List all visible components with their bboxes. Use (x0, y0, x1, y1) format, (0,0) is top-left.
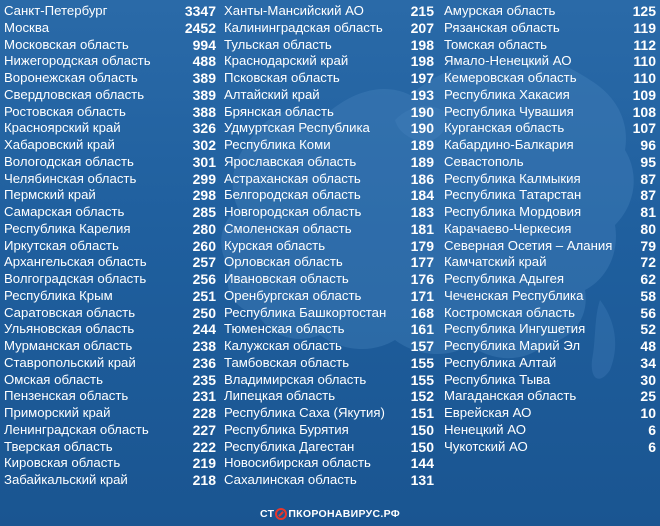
case-count: 30 (640, 371, 656, 388)
region-name: Ненецкий АО (444, 421, 526, 437)
region-name: Пермский край (4, 187, 96, 203)
region-row (224, 405, 434, 422)
case-count: 177 (410, 254, 434, 271)
case-count: 155 (410, 371, 434, 388)
case-count: 157 (410, 338, 434, 354)
case-count: 388 (192, 103, 216, 120)
region-row (4, 372, 216, 389)
footer (0, 503, 660, 523)
case-count: 150 (410, 421, 434, 438)
case-count: 238 (192, 338, 216, 354)
region-name: Республика Хакасия (444, 86, 570, 102)
region-row (444, 321, 656, 338)
case-count: 131 (410, 472, 434, 488)
region-row (4, 422, 216, 439)
region-row (4, 37, 216, 54)
region-row (4, 171, 216, 188)
region-name: Республика Адыгея (444, 271, 565, 286)
case-count: 62 (640, 271, 656, 287)
case-count: 285 (192, 204, 216, 220)
case-count: 250 (192, 304, 216, 321)
case-count: 108 (632, 103, 656, 120)
case-count: 207 (410, 19, 434, 36)
case-count: 72 (640, 254, 656, 271)
region-name: Алтайский край (224, 86, 320, 102)
region-name: Москва (4, 19, 50, 35)
brand-suffix: ПКОРОНАВИРУС.РФ (288, 508, 401, 520)
case-count: 87 (640, 187, 656, 204)
region-name: Камчатский край (444, 254, 547, 270)
case-count: 112 (633, 36, 656, 53)
case-count: 227 (192, 421, 216, 438)
region-row (4, 53, 216, 70)
region-row (444, 388, 656, 405)
region-row (444, 37, 656, 54)
region-column-1 (4, 3, 216, 489)
case-count: 222 (192, 438, 216, 455)
case-count: 280 (192, 220, 216, 237)
region-name: Нижегородская область (4, 53, 151, 69)
region-row (4, 120, 216, 137)
region-name: Владимирская область (224, 371, 367, 387)
case-count: 190 (410, 103, 434, 120)
case-count: 189 (410, 153, 434, 170)
case-count: 87 (640, 170, 656, 187)
case-count: 326 (192, 120, 216, 137)
case-count: 119 (633, 19, 656, 36)
region-name: Кемеровская область (444, 70, 577, 85)
case-count: 125 (632, 3, 656, 19)
region-row (444, 439, 656, 456)
region-name: Свердловская область (4, 86, 145, 102)
region-row (4, 321, 216, 338)
case-count: 25 (640, 388, 656, 405)
region-row (4, 70, 216, 87)
stop-sign-icon (275, 508, 287, 520)
region-name: Краснодарский край (224, 53, 349, 69)
region-row (444, 154, 656, 171)
case-count: 179 (410, 237, 434, 254)
case-count: 256 (192, 271, 216, 287)
case-count: 161 (410, 321, 434, 338)
region-name: Амурская область (444, 3, 556, 18)
region-row (4, 104, 216, 121)
region-name: Ставропольский край (4, 354, 136, 370)
case-count: 219 (192, 455, 216, 472)
region-row (444, 87, 656, 104)
region-row (4, 187, 216, 204)
case-count: 107 (632, 120, 656, 137)
region-name: Чукотский АО (444, 438, 528, 454)
region-row (224, 288, 434, 305)
region-row (224, 338, 434, 355)
region-row (224, 20, 434, 37)
region-row (224, 372, 434, 389)
case-count: 96 (640, 137, 656, 153)
case-count: 260 (192, 237, 216, 254)
region-row (4, 3, 216, 20)
region-name: Ханты-Мансийский АО (224, 3, 364, 18)
region-name: Вологодская область (4, 153, 134, 169)
region-name: Оренбургская область (224, 287, 362, 303)
region-row (444, 221, 656, 238)
region-row (444, 422, 656, 439)
region-row (224, 355, 434, 372)
region-row (224, 472, 434, 489)
region-name: Республика Башкортостан (224, 304, 387, 320)
region-name: Брянская область (224, 103, 334, 119)
region-row (444, 355, 656, 372)
region-name: Тамбовская область (224, 354, 350, 370)
region-row (224, 120, 434, 137)
case-count: 56 (640, 304, 656, 321)
region-name: Карачаево-Черкесия (444, 220, 572, 236)
region-name: Республика Татарстан (444, 187, 582, 203)
region-row (224, 271, 434, 288)
region-name: Республика Крым (4, 287, 113, 303)
region-row (444, 204, 656, 221)
region-name: Республика Коми (224, 137, 331, 152)
region-name: Магаданская область (444, 388, 577, 404)
case-count: 6 (648, 421, 656, 438)
region-row (224, 305, 434, 322)
case-count: 183 (410, 204, 434, 220)
region-row (224, 321, 434, 338)
region-name: Чеченская Республика (444, 287, 584, 303)
region-name: Ямало-Ненецкий АО (444, 53, 572, 69)
region-name: Новгородская область (224, 204, 362, 219)
region-name: Республика Карелия (4, 220, 131, 236)
case-count: 48 (640, 338, 656, 354)
region-name: Еврейская АО (444, 405, 532, 420)
region-row (444, 254, 656, 271)
region-row (4, 238, 216, 255)
case-count: 218 (192, 472, 216, 488)
case-count: 58 (640, 287, 656, 304)
region-name: Республика Калмыкия (444, 170, 581, 186)
region-name: Приморский край (4, 405, 111, 420)
region-name: Астраханская область (224, 170, 361, 186)
region-row (224, 53, 434, 70)
case-count: 198 (410, 53, 434, 70)
region-row (444, 305, 656, 322)
region-name: Республика Бурятия (224, 421, 349, 437)
case-count: 215 (410, 3, 434, 19)
region-name: Кабардино-Балкария (444, 137, 574, 152)
region-row (4, 221, 216, 238)
region-name: Севастополь (444, 153, 524, 169)
region-name: Тверская область (4, 438, 113, 454)
region-name: Ульяновская область (4, 321, 135, 337)
region-row (224, 238, 434, 255)
region-row (4, 204, 216, 221)
case-count: 299 (192, 170, 216, 187)
region-name: Иркутская область (4, 237, 119, 253)
region-row (224, 171, 434, 188)
region-row (4, 254, 216, 271)
case-count: 181 (410, 220, 434, 237)
region-name: Мурманская область (4, 338, 133, 353)
case-count: 151 (410, 405, 434, 421)
region-row (4, 137, 216, 154)
region-name: Красноярский край (4, 120, 121, 136)
case-count: 193 (410, 86, 434, 103)
region-row (444, 120, 656, 137)
region-name: Челябинская область (4, 170, 137, 186)
region-name: Белгородская область (224, 187, 361, 203)
brand-prefix: СТ (259, 508, 275, 520)
case-count: 235 (192, 371, 216, 388)
region-row (4, 439, 216, 456)
case-count: 198 (410, 36, 434, 53)
region-name: Волгоградская область (4, 271, 147, 286)
case-count: 389 (192, 86, 216, 103)
region-row (224, 204, 434, 221)
case-count: 95 (640, 153, 656, 170)
case-count: 302 (192, 137, 216, 153)
region-row (444, 137, 656, 154)
region-row (4, 87, 216, 104)
case-count: 110 (633, 70, 656, 86)
case-count: 152 (410, 388, 434, 405)
region-name: Воронежская область (4, 70, 138, 85)
region-row (4, 20, 216, 37)
case-count: 3347 (184, 3, 216, 19)
region-row (4, 455, 216, 472)
region-row (224, 104, 434, 121)
region-name: Орловская область (224, 254, 343, 270)
region-row (444, 372, 656, 389)
region-name: Рязанская область (444, 19, 560, 35)
region-row (224, 3, 434, 20)
region-name: Курская область (224, 237, 326, 253)
region-name: Курганская область (444, 120, 565, 136)
region-name: Республика Мордовия (444, 204, 582, 219)
region-name: Республика Алтай (444, 354, 557, 370)
region-name: Саратовская область (4, 304, 136, 320)
region-name: Республика Тыва (444, 371, 551, 387)
region-name: Калужская область (224, 338, 342, 353)
case-count: 6 (648, 438, 656, 455)
region-row (4, 472, 216, 489)
case-count: 231 (192, 388, 216, 405)
region-row (444, 271, 656, 288)
region-row (444, 187, 656, 204)
case-count: 257 (192, 254, 216, 271)
region-row (444, 238, 656, 255)
region-name: Удмуртская Республика (224, 120, 370, 136)
region-name: Ярославская область (224, 153, 357, 169)
stopkoronavirus-logo (260, 504, 400, 524)
region-row (224, 455, 434, 472)
region-row (224, 254, 434, 271)
region-name: Республика Дагестан (224, 438, 355, 454)
region-name: Томская область (444, 36, 548, 52)
region-row (224, 388, 434, 405)
region-row (4, 388, 216, 405)
region-name: Республика Саха (Якутия) (224, 405, 385, 420)
case-count: 251 (192, 287, 216, 304)
region-row (4, 154, 216, 171)
region-row (4, 405, 216, 422)
case-count: 79 (640, 237, 656, 254)
region-name: Хабаровский край (4, 137, 115, 152)
region-row (224, 422, 434, 439)
case-count: 168 (410, 304, 434, 321)
region-row (444, 288, 656, 305)
case-count: 80 (640, 220, 656, 237)
case-count: 10 (640, 405, 656, 421)
case-count: 488 (192, 53, 216, 70)
region-name: Омская область (4, 371, 103, 387)
region-row (224, 37, 434, 54)
region-row (224, 439, 434, 456)
region-row (444, 171, 656, 188)
region-name: Республика Чувашия (444, 103, 574, 119)
region-name: Самарская область (4, 204, 125, 219)
case-count: 197 (410, 70, 434, 86)
region-row (4, 338, 216, 355)
region-row (224, 221, 434, 238)
case-count: 176 (410, 271, 434, 287)
case-count: 184 (410, 187, 434, 204)
region-name: Новосибирская область (224, 455, 371, 471)
case-count: 190 (410, 120, 434, 137)
region-row (4, 355, 216, 372)
region-row (4, 271, 216, 288)
region-name: Республика Марий Эл (444, 338, 581, 353)
case-count: 228 (192, 405, 216, 421)
region-name: Кировская область (4, 455, 121, 471)
region-row (444, 104, 656, 121)
region-row (224, 154, 434, 171)
region-name: Ленинградская область (4, 421, 149, 437)
case-count: 81 (640, 204, 656, 220)
case-count: 301 (192, 153, 216, 170)
region-name: Пензенская область (4, 388, 129, 404)
region-name: Тюменская область (224, 321, 345, 337)
case-count: 244 (192, 321, 216, 338)
region-row (444, 53, 656, 70)
case-count: 389 (192, 70, 216, 86)
case-count: 52 (640, 321, 656, 338)
region-name: Архангельская область (4, 254, 147, 270)
region-column-3 (444, 3, 656, 455)
region-name: Липецкая область (224, 388, 336, 404)
case-count: 186 (410, 170, 434, 187)
region-name: Смоленская область (224, 220, 352, 236)
case-count: 110 (633, 53, 656, 70)
case-count: 2452 (184, 19, 216, 36)
region-column-2 (224, 3, 434, 489)
region-row (444, 338, 656, 355)
region-row (224, 187, 434, 204)
case-count: 144 (410, 455, 434, 472)
region-name: Республика Ингушетия (444, 321, 586, 337)
case-count: 171 (410, 287, 434, 304)
case-count: 298 (192, 187, 216, 204)
region-name: Тульская область (224, 36, 332, 52)
case-count: 994 (192, 36, 216, 53)
case-count: 109 (632, 86, 656, 103)
region-name: Санкт-Петербург (4, 3, 108, 18)
region-name: Сахалинская область (224, 472, 357, 487)
region-row (444, 3, 656, 20)
case-count: 150 (410, 438, 434, 455)
region-row (224, 87, 434, 104)
region-row (444, 20, 656, 37)
case-count: 189 (410, 137, 434, 153)
region-name: Псковская область (224, 70, 340, 85)
case-count: 34 (640, 354, 656, 371)
region-name: Северная Осетия – Алания (444, 237, 613, 253)
region-row (4, 288, 216, 305)
region-row (444, 70, 656, 87)
region-row (224, 137, 434, 154)
region-name: Московская область (4, 36, 129, 52)
region-name: Калининградская область (224, 19, 383, 35)
region-row (444, 405, 656, 422)
case-count: 236 (192, 354, 216, 371)
region-row (224, 70, 434, 87)
case-count: 155 (410, 354, 434, 371)
region-row (4, 305, 216, 322)
region-name: Ростовская область (4, 103, 126, 119)
region-name: Костромская область (444, 304, 576, 320)
region-name: Ивановская область (224, 271, 349, 286)
region-name: Забайкальский край (4, 472, 128, 487)
